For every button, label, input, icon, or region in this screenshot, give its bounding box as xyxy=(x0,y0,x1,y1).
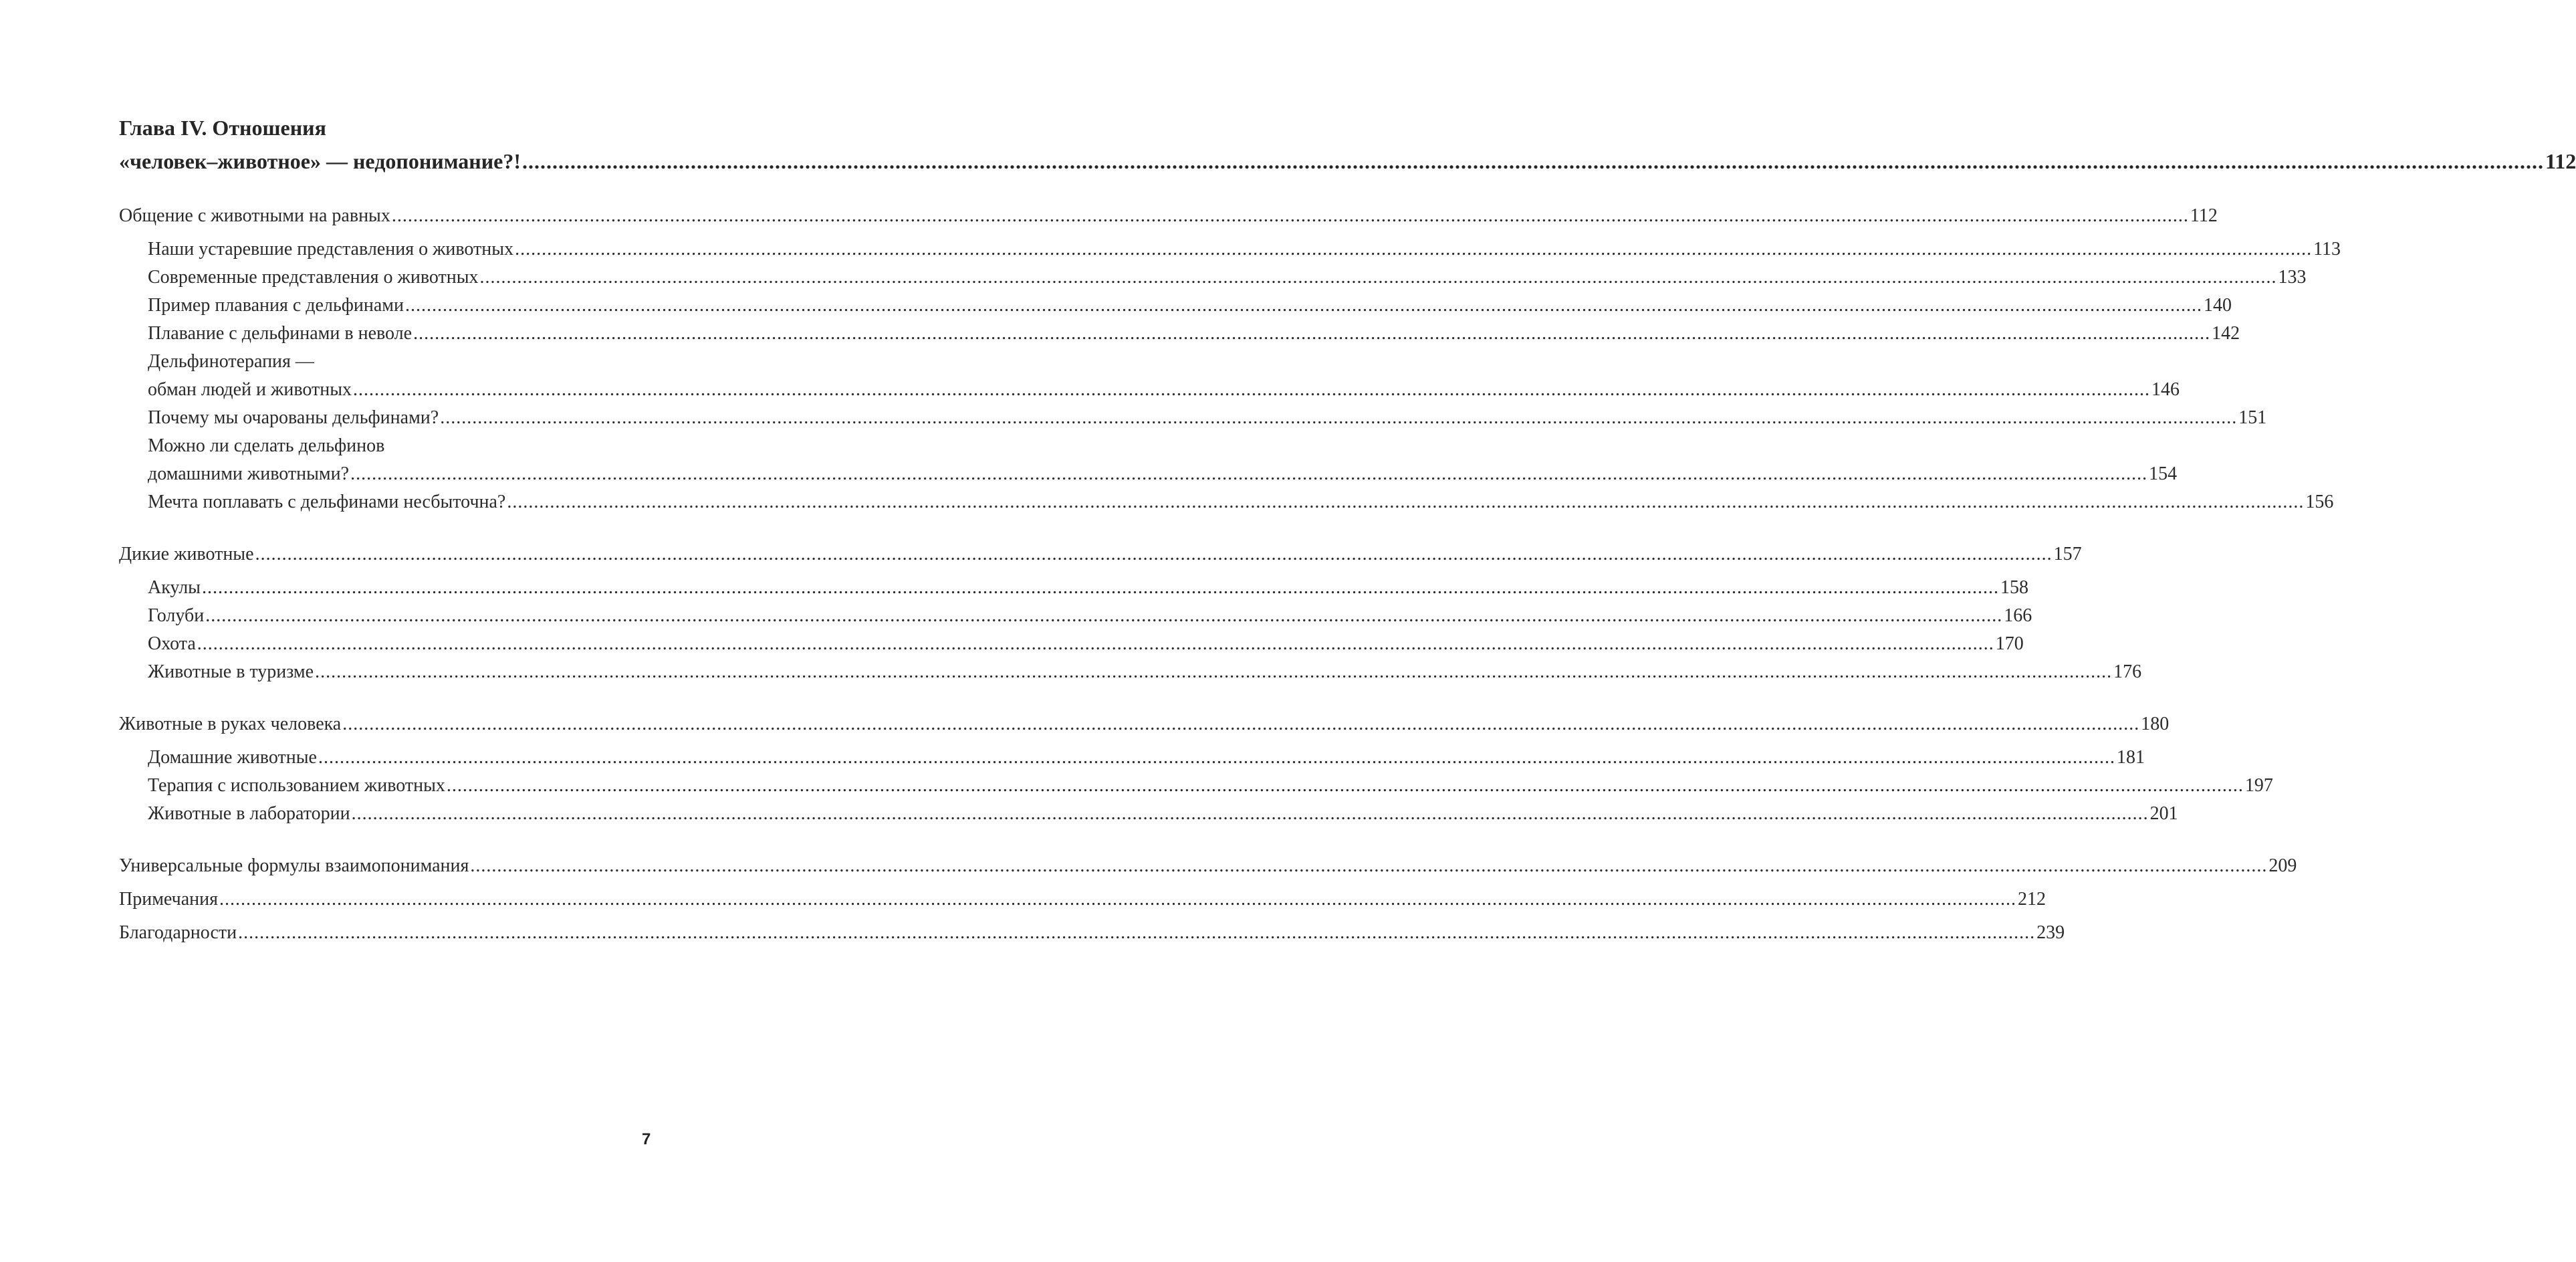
toc-entry xyxy=(119,376,2180,404)
entry-title: Благодарности xyxy=(119,922,237,943)
toc-entry-section xyxy=(119,852,2297,880)
toc-entry-section xyxy=(119,919,2065,947)
entry-page: 201 xyxy=(2149,803,2178,824)
dot-leader xyxy=(447,772,2244,800)
entry-title: Наши устаревшие представления о животных xyxy=(148,239,514,259)
entry-title: Дикие животные xyxy=(119,544,254,564)
dot-leader xyxy=(318,744,2115,772)
chapter-page-number: 112 xyxy=(2545,149,2576,173)
toc-entry xyxy=(119,460,2178,488)
entry-title: Животные в руках человека xyxy=(119,714,342,734)
entry-page: 140 xyxy=(2203,295,2232,316)
page-number: 7 xyxy=(642,1130,651,1148)
dot-leader xyxy=(197,630,1994,658)
entry-title: Голуби xyxy=(148,605,205,626)
entry-page: 239 xyxy=(2036,922,2065,943)
dot-leader xyxy=(238,919,2035,947)
entry-title: Общение с животными на равных xyxy=(119,205,390,226)
dot-leader xyxy=(470,852,2267,880)
entry-page: 113 xyxy=(2313,239,2341,259)
toc-entry xyxy=(119,264,2307,292)
entry-page: 146 xyxy=(2151,379,2180,400)
entry-title: Плавание с дельфинами в неволе xyxy=(148,323,413,344)
entry-page: 180 xyxy=(2141,714,2170,734)
toc-closing xyxy=(119,852,2297,947)
dot-leader xyxy=(413,320,2210,348)
toc-section xyxy=(119,710,2273,828)
entry-title: домашними животными? xyxy=(148,463,350,484)
toc-entry-section xyxy=(119,202,2218,230)
entry-page: 158 xyxy=(2000,577,2028,598)
entry-page: 112 xyxy=(2190,205,2218,226)
toc-entry xyxy=(119,772,2273,800)
dot-leader xyxy=(350,460,2147,488)
entry-title: Примечания xyxy=(119,889,219,910)
dot-leader xyxy=(352,800,2149,828)
entry-title-line1: Дельфинотерапия — xyxy=(148,351,314,372)
dot-leader xyxy=(205,602,2002,630)
toc-entry xyxy=(119,235,2341,264)
entry-page: 209 xyxy=(2268,855,2297,876)
chapter-title-line1: Глава IV. Отношения xyxy=(119,116,326,140)
toc-entry xyxy=(119,658,2142,686)
dot-leader xyxy=(507,488,2304,516)
dot-leader xyxy=(342,710,2139,738)
entry-page: 156 xyxy=(2305,492,2334,512)
chapter-title-text: «человек–животное» — недопонимание?! xyxy=(119,149,521,173)
toc-entry-section xyxy=(119,885,2046,914)
chapter-heading xyxy=(119,111,2576,178)
toc-entry xyxy=(119,574,2028,602)
dot-leader xyxy=(392,202,2189,230)
toc-entry xyxy=(119,488,2334,516)
dot-leader xyxy=(440,404,2237,432)
toc-entry xyxy=(119,630,2024,658)
table-of-contents xyxy=(119,111,2576,947)
entry-page: 176 xyxy=(2113,661,2142,682)
toc-section xyxy=(119,540,2142,686)
entry-page: 142 xyxy=(2212,323,2240,344)
toc-section xyxy=(119,202,2341,516)
entry-page: 181 xyxy=(2116,747,2145,768)
toc-entry xyxy=(119,404,2267,432)
toc-entry-section xyxy=(119,540,2082,568)
entry-page: 197 xyxy=(2244,775,2273,796)
entry-page: 154 xyxy=(2149,463,2178,484)
entry-title: Мечта поплавать с дельфинами несбыточна? xyxy=(148,492,506,512)
entry-page: 170 xyxy=(1995,633,2024,654)
toc-entry xyxy=(119,744,2145,772)
entry-title: Универсальные формулы взаимопонимания xyxy=(119,855,469,876)
dot-leader xyxy=(353,376,2150,404)
dot-leader xyxy=(480,264,2277,292)
toc-entry xyxy=(119,602,2032,630)
entry-title: Терапия с использованием животных xyxy=(148,775,445,796)
toc-entry xyxy=(119,320,2240,348)
toc-entry-section xyxy=(119,710,2170,738)
dot-leader xyxy=(315,658,2112,686)
entry-page: 166 xyxy=(2004,605,2032,626)
entry-title-line1: Можно ли сделать дельфинов xyxy=(148,435,385,456)
entry-title: Пример плавания с дельфинами xyxy=(148,295,404,316)
entry-page: 133 xyxy=(2278,267,2307,288)
dot-leader xyxy=(202,574,1999,602)
entry-title: Почему мы очарованы дельфинами? xyxy=(148,407,439,428)
dot-leader xyxy=(255,540,2053,568)
entry-title: Домашние животные xyxy=(148,747,317,768)
entry-title: обман людей и животных xyxy=(148,379,352,400)
dot-leader xyxy=(219,885,2016,914)
entry-page: 157 xyxy=(2053,544,2082,564)
entry-title: Животные в туризме xyxy=(148,661,314,682)
dot-leader xyxy=(405,292,2202,320)
entry-title: Акулы xyxy=(148,577,201,598)
entry-title: Животные в лаборатории xyxy=(148,803,350,824)
toc-entry xyxy=(119,292,2232,320)
toc-entry xyxy=(119,800,2178,828)
dot-leader xyxy=(522,144,2544,178)
entry-title: Современные представления о животных xyxy=(148,267,479,288)
dot-leader xyxy=(515,235,2312,264)
entry-title: Охота xyxy=(148,633,196,654)
chapter-title-line2 xyxy=(119,144,2576,178)
entry-page: 151 xyxy=(2238,407,2267,428)
entry-page: 212 xyxy=(2018,889,2046,910)
